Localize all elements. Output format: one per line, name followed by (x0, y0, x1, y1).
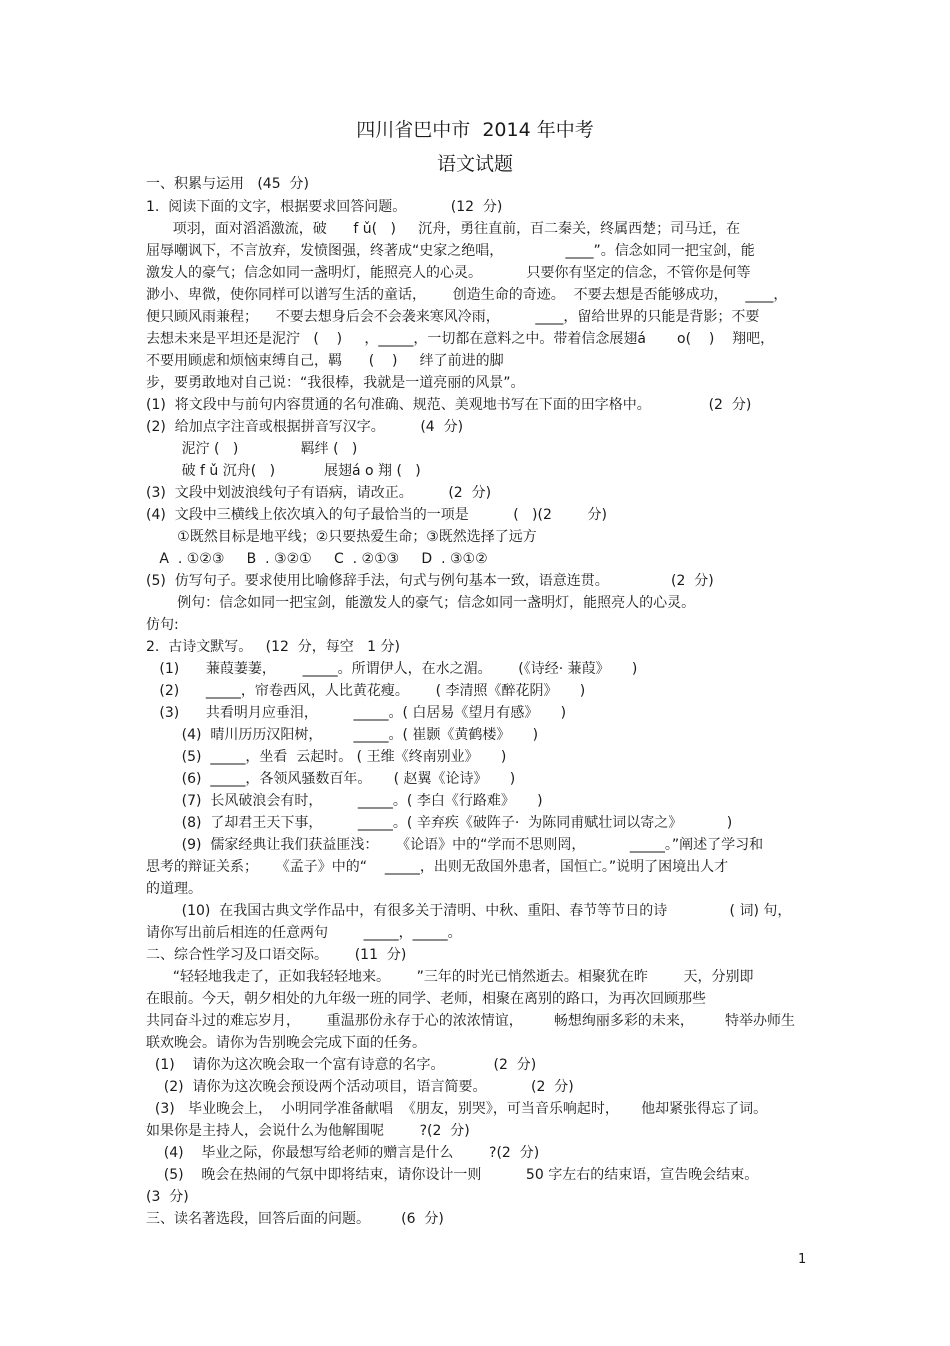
exam-subtitle: 语文试题 (436, 153, 513, 175)
question-line: 仿句: (146, 617, 179, 633)
question-line: (2) 给加点字注音或根据拼音写汉字。 (4 分) (146, 419, 464, 435)
passage-line: 激发人的豪气；信念如同一盏明灯，能照亮人的心灵。 只要你有坚定的信念，不管你是何等 (146, 265, 751, 281)
question-line: (3) 文段中划波浪线句子有语病，请改正。 (2 分) (146, 485, 492, 501)
poem-line: (3) 共看明月应垂泪， _____。( 白居易《望月有感》 ) (146, 705, 567, 721)
poem-line: (9) 儒家经典让我们获益匪浅： 《论语》中的“学而不思则罔， _____。”阐述了学习和 (146, 837, 764, 853)
passage-line: 项羽，面对滔滔激流，破 f ǔ( ) 沉舟，勇往直前，百二秦关，终属西楚；司马迁，在 (146, 221, 741, 237)
answer-options: A . ①②③ B . ③②① C . ②①③ D . ③①② (146, 551, 488, 567)
page-number: 1 (798, 1252, 807, 1267)
question-line: (3 分) (146, 1189, 189, 1205)
poem-line: (4) 晴川历历汉阳树， _____。( 崔颢《黄鹤楼》 ) (146, 727, 539, 743)
poem-line: (10) 在我国古典文学作品中，有很多关于清明、中秋、重阳、春节等节日的诗 ( 词) 句， (146, 903, 792, 919)
question-line: 1. 阅读下面的文字，根据要求回答问题。 (12 分) (146, 199, 503, 215)
question-line: 破 f ǔ 沉舟( ) 展翅á o 翔 ( ) (146, 463, 421, 479)
question-line: (1) 将文段中与前句内容贯通的名句准确、规范、美观地书写在下面的田字格中。 (2 分) (146, 397, 752, 413)
poem-line: 思考的辩证关系； 《孟子》中的“ _____，出则无敌国外患者，国恒亡。”说明了困境出人才 (146, 859, 729, 875)
poem-line: (1) 蒹葭萋萋， _____。所谓伊人，在水之湄。 (《诗经· 蒹葭》 ) (146, 661, 638, 677)
poem-line: (5) _____，坐看 云起时。 ( 王维《终南别业》 ) (146, 749, 507, 765)
passage-line: 共同奋斗过的难忘岁月， 重温那份永存于心的浓浓情谊， 畅想绚丽多彩的未来， 特举办师生 (146, 1013, 796, 1029)
section-heading: 一、积累与运用 (45 分) (146, 176, 309, 192)
passage-line: 渺小、卑微，使你同样可以谱写生活的童话， 创造生命的奇迹。 不要去想是否能够成功， ____， (146, 287, 788, 303)
question-line: (3) 毕业晚会上， 小明同学准备献唱 《朋友，别哭》，可当音乐响起时， 他却紧张得忘了词。 (146, 1101, 768, 1117)
section-heading: 二、综合性学习及口语交际。 (11 分) (146, 947, 407, 963)
poem-line: (8) 了却君王天下事， _____。( 辛弃疾《破阵子· 为陈同甫赋壮词以寄之》 ) (146, 815, 733, 831)
passage-line: 去想未来是平坦还是泥泞 ( ) ，_____，一切都在意料之中。带着信念展翅á o( ) 翔吧， (146, 331, 775, 347)
poem-line: 请你写出前后相连的任意两句 _____，_____。 (146, 925, 462, 941)
poem-line: 的道理。 (146, 881, 202, 897)
passage-line: 不要用顾虑和烦恼束缚自己，羁 ( ) 绊了前进的脚 (146, 353, 504, 369)
question-line: 2. 古诗文默写。 (12 分，每空 1 分) (146, 639, 400, 655)
passage-line: 联欢晚会。请你为告别晚会完成下面的任务。 (146, 1035, 426, 1051)
question-line: (5) 仿写句子。要求使用比喻修辞手法，句式与例句基本一致，语意连贯。 (2 分) (146, 573, 714, 589)
question-line: 如果你是主持人，会说什么为他解围呢 ?(2 分) (146, 1123, 470, 1139)
passage-line: 便只顾风雨兼程； 不要去想身后会不会袭来寒风冷雨， ____，留给世界的只能是背影；不要 (146, 309, 760, 325)
poem-line: (6) _____，各领风骚数百年。 ( 赵翼《论诗》 ) (146, 771, 516, 787)
poem-line: (7) 长风破浪会有时， _____。( 李白《行路难》 ) (146, 793, 543, 809)
question-line: 泥泞 ( ) 羁绊 ( ) (146, 441, 358, 457)
question-line: (2) 请你为这次晚会预设两个活动项目，语言简要。 (2 分) (146, 1079, 574, 1095)
passage-line: 在眼前。今天，朝夕相处的九年级一班的同学、老师，相聚在离别的路口，为再次回顾那些 (146, 991, 706, 1007)
question-line: (4) 毕业之际，你最想写给老师的赠言是什么 ?(2 分) (146, 1145, 540, 1161)
passage-line: 屈辱嘲讽下，不言放弃，发愤图强，终著成“史家之绝唱， ____”。信念如同一把宝剑，能 (146, 243, 755, 259)
passage-line: “轻轻地我走了，正如我轻轻地来。 ”三年的时光已悄然逝去。相聚犹在昨 天，分别即 (146, 969, 754, 985)
section-heading: 三、读名著选段，回答后面的问题。 (6 分) (146, 1211, 444, 1227)
passage-line: 步，要勇敢地对自己说：“我很棒，我就是一道亮丽的风景”。 (146, 375, 525, 391)
question-line: (1) 请你为这次晚会取一个富有诗意的名字。 (2 分) (146, 1057, 537, 1073)
poem-line: (2) _____，帘卷西风，人比黄花瘦。 ( 李清照《醉花阴》 ) (146, 683, 586, 699)
exam-title: 四川省巴中市 2014 年中考 (356, 119, 594, 141)
question-line: (4) 文段中三横线上依次填入的句子最恰当的一项是 ( )(2 分) (146, 507, 607, 523)
question-line: 例句：信念如同一把宝剑，能激发人的豪气；信念如同一盏明灯，能照亮人的心灵。 (146, 595, 696, 611)
question-line: (5) 晚会在热闹的气氛中即将结束，请你设计一则 50 字左右的结束语，宣告晚会结束。 (146, 1167, 759, 1183)
question-line: ①既然目标是地平线；②只要热爱生命；③既然选择了远方 (146, 529, 537, 545)
